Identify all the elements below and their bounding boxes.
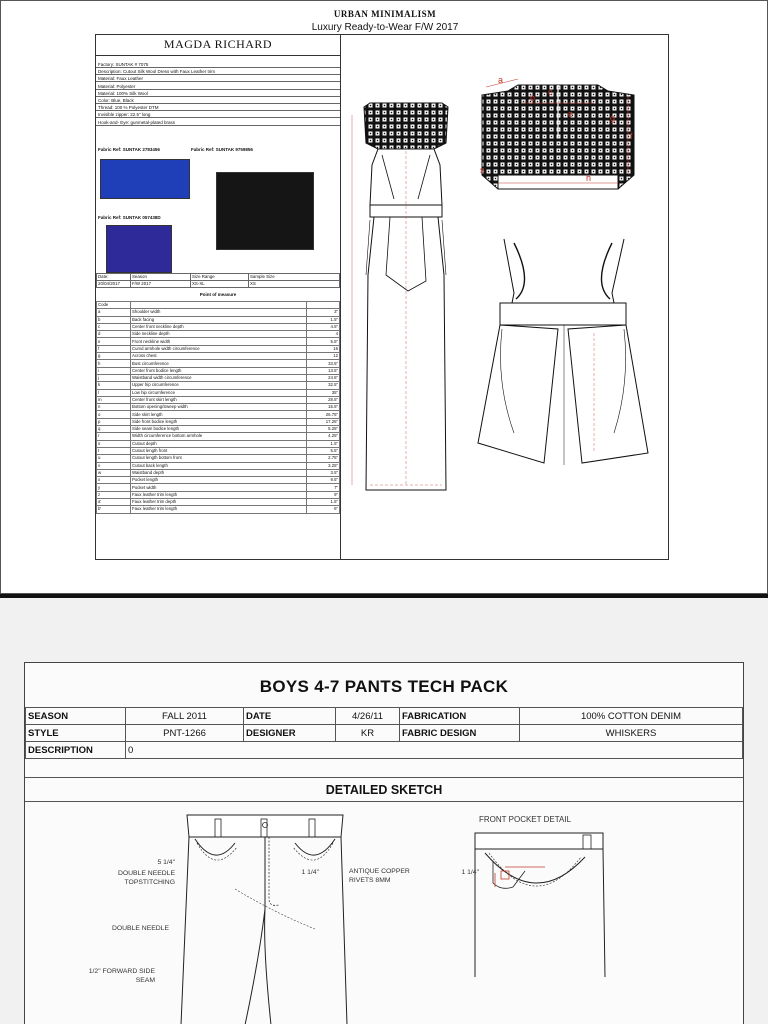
pocket-size-note: 1 1/4" xyxy=(301,869,319,876)
info-value-sample-size: XS xyxy=(249,281,340,288)
pom-row xyxy=(97,316,340,323)
pom-value: 2.75" xyxy=(307,455,340,462)
info-value-size-range: XS-XL xyxy=(191,281,249,288)
spec-left-panel xyxy=(96,35,341,559)
pom-desc: Side neckline depth xyxy=(131,331,307,338)
pom-row xyxy=(97,331,340,338)
sketch-letter: e xyxy=(568,109,574,119)
pom-desc: Side seam bodice length xyxy=(131,426,307,433)
pom-code: d xyxy=(97,331,131,338)
pom-row xyxy=(97,462,340,469)
dress-front-sketch xyxy=(346,95,466,515)
info-header-sample-size: Sample Size xyxy=(249,274,340,281)
pom-desc: Cutout depth xyxy=(131,440,307,447)
pocket-detail-size-note: 1 1/4" xyxy=(461,869,479,876)
pom-code: j xyxy=(97,374,131,381)
pom-row xyxy=(97,367,340,374)
pom-desc: Cutout back length xyxy=(131,462,307,469)
fabric-ref-label: Fabric Ref: SUNTAK 057438D xyxy=(98,215,161,220)
pom-code: b' xyxy=(97,506,131,513)
pom-row xyxy=(97,440,340,447)
pom-value: 28.5" xyxy=(307,396,340,403)
info-header-size-range: Size Range xyxy=(191,274,249,281)
info-row: Factory: SUNTAK # 7075 xyxy=(96,61,340,68)
pom-desc: Cutout length bottom front xyxy=(131,455,307,462)
pom-desc: Width circumference bottom armhole xyxy=(131,433,307,440)
bodice-back-detail-sketch xyxy=(478,77,638,197)
pom-desc: Waistband width circumference xyxy=(131,374,307,381)
fabric-ref-label: Fabric Ref: SUNTAK 9759856 xyxy=(191,147,253,152)
pom-value: 7" xyxy=(307,484,340,491)
pom-value: 5.5" xyxy=(307,447,340,454)
sketch-letter: g xyxy=(610,113,616,123)
pom-desc: Across chest xyxy=(131,353,307,360)
pom-row xyxy=(97,353,340,360)
pom-desc: Cutout length front xyxy=(131,447,307,454)
brand-name: URBAN MINIMALISM xyxy=(333,9,437,19)
pom-row xyxy=(97,382,340,389)
style-value: PNT-1266 xyxy=(126,725,244,742)
pom-desc: Upper hip circumference xyxy=(131,382,307,389)
pom-desc: Center front skirt length xyxy=(131,396,307,403)
pom-code: q xyxy=(97,426,131,433)
pom-row xyxy=(97,396,340,403)
pom-desc: Low hip circumference xyxy=(131,389,307,396)
pom-value: 4.25" xyxy=(307,433,340,440)
style-label: STYLE xyxy=(26,725,126,742)
topstitch-size-note: 5 1/4" xyxy=(157,859,175,866)
pom-value: 3" xyxy=(307,309,340,316)
pom-row xyxy=(97,455,340,462)
pom-value: 26.75" xyxy=(307,411,340,418)
description-value: 0 xyxy=(126,742,743,759)
pom-value: 35" xyxy=(307,389,340,396)
pom-row xyxy=(97,338,340,345)
pom-code: l xyxy=(97,389,131,396)
detailed-sketch-title: DETAILED SKETCH xyxy=(325,783,443,797)
pom-row xyxy=(97,418,340,425)
pom-value: 12 xyxy=(307,353,340,360)
pom-header-row xyxy=(97,302,340,309)
fabrication-value: 100% COTTON DENIM xyxy=(520,708,743,725)
pom-code: o xyxy=(97,411,131,418)
info-row: Material: 100% Silk Wool xyxy=(96,90,340,97)
pom-desc: Faux leather trim length xyxy=(131,491,307,498)
sketch-letter: h xyxy=(586,173,592,183)
sketch-letter: c xyxy=(548,87,553,97)
pom-code: g xyxy=(97,353,131,360)
pom-desc: Front neckline width xyxy=(131,338,307,345)
fabric-swatch-black xyxy=(216,172,314,250)
season-label: SEASON xyxy=(26,708,126,725)
pom-value: 9" xyxy=(307,491,340,498)
pom-code: w xyxy=(97,469,131,476)
designer-label: DESIGNER xyxy=(244,725,336,742)
pom-code: i xyxy=(97,367,131,374)
info-table xyxy=(96,273,340,288)
pom-row xyxy=(97,404,340,411)
pom-value: 17.25" xyxy=(307,418,340,425)
tech-pack-frame xyxy=(24,662,744,1024)
pom-value: 1.5" xyxy=(307,499,340,506)
pom-table xyxy=(96,301,340,514)
pom-row xyxy=(97,433,340,440)
pom-code: z xyxy=(97,491,131,498)
fabrication-label: FABRICATION xyxy=(400,708,520,725)
pom-desc: Center front bodice length xyxy=(131,367,307,374)
sketch-letter: s xyxy=(480,165,485,175)
tech-pack-row xyxy=(26,742,743,759)
pom-value: 3.25" xyxy=(307,462,340,469)
pom-desc: Bottom opening/Sweep width xyxy=(131,404,307,411)
date-value: 4/26/11 xyxy=(336,708,400,725)
pom-value: 9.5" xyxy=(307,477,340,484)
front-pocket-detail-sketch xyxy=(465,827,615,977)
sketch-letter: b xyxy=(530,93,536,103)
pom-row xyxy=(97,484,340,491)
sketch-letter: a xyxy=(498,77,504,85)
pom-desc: Center front neckline depth xyxy=(131,323,307,330)
info-value-date: 20/04/2017 xyxy=(97,281,131,288)
pom-desc: Curvd armhole width circumference xyxy=(131,345,307,352)
pom-desc: Faux leather trim depth xyxy=(131,499,307,506)
pom-desc: Waistband depth xyxy=(131,469,307,476)
pom-code: k xyxy=(97,382,131,389)
pom-value: 3.5" xyxy=(307,469,340,476)
pom-code: f xyxy=(97,345,131,352)
pom-code: p xyxy=(97,418,131,425)
pom-value: 32.5" xyxy=(307,382,340,389)
sketch-letter: f xyxy=(630,131,633,141)
pom-row xyxy=(97,389,340,396)
pom-value: 13.5" xyxy=(307,367,340,374)
fabric-ref-label: Fabric Ref: SUNTAK 2783456 xyxy=(98,147,160,152)
pom-code: e xyxy=(97,338,131,345)
pom-value: 33.5" xyxy=(307,360,340,367)
fabric-swatch-navy xyxy=(106,225,172,273)
pom-value: 4.5" xyxy=(307,323,340,330)
info-row: Material: Faux Leather xyxy=(96,75,340,82)
pom-value: 4 xyxy=(307,331,340,338)
pom-value: 16 xyxy=(307,345,340,352)
pom-desc: Shoulder width xyxy=(131,309,307,316)
pom-value: 24.5" xyxy=(307,374,340,381)
pom-value: 15.5" xyxy=(307,404,340,411)
pom-code: m xyxy=(97,396,131,403)
pom-value: 5.25" xyxy=(307,426,340,433)
tech-pack-info-table xyxy=(25,707,743,759)
tech-pack-title: BOYS 4-7 PANTS TECH PACK xyxy=(259,677,509,696)
pom-row xyxy=(97,374,340,381)
pom-code: n xyxy=(97,404,131,411)
pom-desc: Side skirt length xyxy=(131,411,307,418)
designer-name: MAGDA RICHARD xyxy=(163,37,273,51)
pom-row xyxy=(97,469,340,476)
pom-row xyxy=(97,447,340,454)
season-value: FALL 2011 xyxy=(126,708,244,725)
pom-value: 1.5" xyxy=(307,316,340,323)
pom-code: c xyxy=(97,323,131,330)
pom-row xyxy=(97,345,340,352)
pom-desc: Back facing xyxy=(131,316,307,323)
pom-desc: Pocket length xyxy=(131,477,307,484)
pom-code: a' xyxy=(97,499,131,506)
pom-row xyxy=(97,426,340,433)
pom-row xyxy=(97,360,340,367)
info-value-season: F/W 2017 xyxy=(131,281,191,288)
fabric-swatch-blue xyxy=(100,159,190,199)
rivets-note: ANTIQUE COPPER RIVETS 8MM xyxy=(349,868,410,884)
pom-row xyxy=(97,411,340,418)
pom-code: u xyxy=(97,455,131,462)
info-row: Thread: 100 % Polyester DTM xyxy=(96,104,340,111)
front-pocket-detail-label: FRONT POCKET DETAIL xyxy=(479,815,572,824)
pom-desc: Side front bodice length xyxy=(131,418,307,425)
info-row: Hook-and- Eye: gunmetal-plated brass xyxy=(96,119,340,126)
tech-pack-page xyxy=(0,598,768,1024)
side-seam-note: 1/2" FORWARD SIDE SEAM xyxy=(88,968,155,984)
pom-row xyxy=(97,309,340,316)
pom-value: 6" xyxy=(307,506,340,513)
pom-row xyxy=(97,323,340,330)
pom-value: 1.5" xyxy=(307,440,340,447)
info-row: Color: Blue, Black xyxy=(96,97,340,104)
info-row: Invisible zipper: 22.5" long xyxy=(96,111,340,118)
collection-name: Luxury Ready-to-Wear F/W 2017 xyxy=(311,22,459,33)
info-header-season: Season xyxy=(131,274,191,281)
dress-detail-sketch xyxy=(474,233,652,473)
pom-desc: Faux leather trim length xyxy=(131,506,307,513)
pom-row xyxy=(97,506,340,513)
pom-code: x xyxy=(97,477,131,484)
pom-desc: Pocket width xyxy=(131,484,307,491)
pom-code: h xyxy=(97,360,131,367)
pom-desc: Bust circumference xyxy=(131,360,307,367)
tech-pack-row xyxy=(26,725,743,742)
pom-code: a xyxy=(97,309,131,316)
double-needle-note: DOUBLE NEEDLE xyxy=(111,925,169,932)
pom-code: t xyxy=(97,447,131,454)
info-row: Description: Cutout Silk Wool Dress with Faux Leather trim xyxy=(96,68,340,75)
tech-pack-row xyxy=(26,708,743,725)
spec-sheet xyxy=(95,34,669,560)
info-row: Material: Polyester xyxy=(96,83,340,90)
pom-row xyxy=(97,499,340,506)
pom-code: y xyxy=(97,484,131,491)
fabric-design-value: WHISKERS xyxy=(520,725,743,742)
designer-value: KR xyxy=(336,725,400,742)
pom-title: Point of measure xyxy=(199,292,237,297)
pants-front-sketch xyxy=(175,809,355,1024)
pom-value: 5.5" xyxy=(307,338,340,345)
pom-code: r xyxy=(97,433,131,440)
date-label: DATE xyxy=(244,708,336,725)
pom-row xyxy=(97,477,340,484)
pom-code-header: Code xyxy=(97,302,131,309)
description-label: DESCRIPTION xyxy=(26,742,126,759)
pom-code: b xyxy=(97,316,131,323)
pom-row xyxy=(97,491,340,498)
topstitch-note: DOUBLE NEEDLE TOPSTITCHING xyxy=(117,870,175,886)
fabric-design-label: FABRIC DESIGN xyxy=(400,725,520,742)
pom-code: s xyxy=(97,440,131,447)
info-header-date: Date: xyxy=(97,274,131,281)
pom-code: v xyxy=(97,462,131,469)
